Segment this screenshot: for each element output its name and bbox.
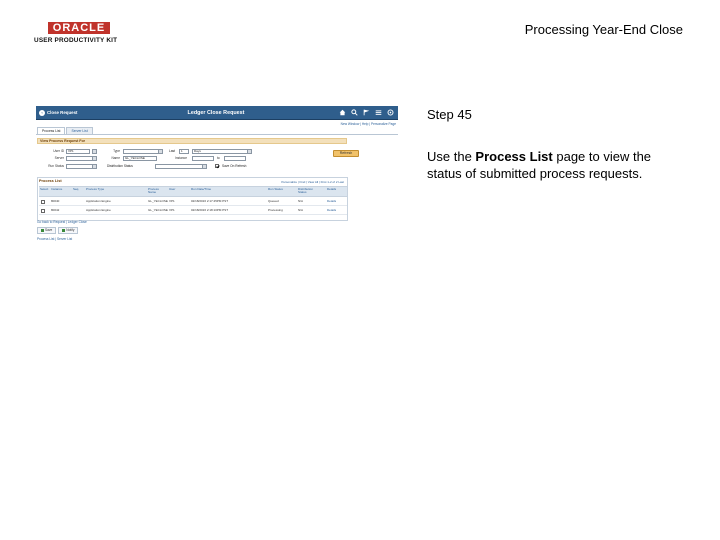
- chevron-down-icon[interactable]: [92, 164, 97, 169]
- instruction-bold: Process List: [475, 149, 553, 164]
- name-input[interactable]: GL_YECLOSE: [123, 156, 157, 161]
- cell-distribution-status: N/A: [298, 199, 304, 203]
- process-list-title: Process List: [39, 179, 62, 183]
- user-id-label: User ID: [53, 149, 64, 153]
- search-icon[interactable]: [92, 149, 97, 154]
- last-label: Last: [169, 149, 176, 153]
- cell-instance: 80042: [51, 208, 60, 212]
- navbar-icon[interactable]: [387, 109, 394, 116]
- save-button[interactable]: [37, 227, 56, 234]
- last-input[interactable]: 1: [179, 149, 189, 154]
- instance-from-input[interactable]: [192, 156, 214, 161]
- grid-navigation[interactable]: Personalize | Find | View All | First 1-2 of 2 Last: [281, 180, 344, 184]
- notify-icon: [62, 229, 65, 232]
- flag-icon[interactable]: [363, 109, 370, 116]
- view-process-request-header: View Process Request For: [37, 138, 347, 144]
- cell-run-date-time: 02/18/2016 2:17:45PM PST: [191, 199, 229, 203]
- row-select-checkbox[interactable]: [41, 200, 45, 204]
- cell-run-date-time: 02/18/2016 2:18:10PM PST: [191, 208, 229, 212]
- header-icons: [339, 109, 394, 117]
- slide-title: Processing Year-End Close: [524, 22, 683, 37]
- save-on-refresh-checkbox[interactable]: [215, 164, 219, 168]
- cell-process-type: Application Engine: [86, 199, 111, 203]
- oracle-upk-logo: [34, 22, 124, 48]
- tab-server-list[interactable]: Server List: [66, 127, 92, 134]
- filter-row-2: [37, 155, 367, 161]
- instance-to-input[interactable]: [224, 156, 246, 161]
- col-seq[interactable]: Seq.: [73, 187, 80, 191]
- row-select-checkbox[interactable]: [41, 209, 45, 213]
- go-back-link[interactable]: Go back to Request | Ledger Close: [37, 220, 87, 224]
- home-icon[interactable]: [339, 109, 346, 116]
- grid-header: [39, 186, 347, 197]
- filter-row-1: [37, 148, 367, 154]
- page-tabs: [37, 127, 93, 134]
- refresh-button[interactable]: Refresh: [333, 150, 359, 157]
- cell-run-status: Processing: [268, 208, 283, 212]
- col-details: Details: [327, 187, 337, 191]
- distribution-status-label: Distribution Status: [107, 164, 133, 168]
- col-select: Select: [40, 187, 49, 191]
- type-label: Type: [113, 149, 120, 153]
- close-request-back-button[interactable]: [39, 109, 78, 117]
- menu-icon[interactable]: [375, 109, 382, 116]
- notify-button-label: Notify: [66, 228, 75, 232]
- cell-process-name: GL_YECLOSE: [148, 208, 168, 212]
- instance-to-label: to: [217, 156, 220, 160]
- notify-button[interactable]: [58, 227, 78, 234]
- col-process-name[interactable]: Process Name: [148, 187, 159, 195]
- filter-row-3: [37, 163, 367, 169]
- instruction-suffix: page to view the status of submitted process requests.: [427, 149, 652, 181]
- app-page-title: Ledger Close Request: [187, 110, 245, 116]
- tab-divider: [36, 134, 398, 135]
- user-id-input[interactable]: VP1: [66, 149, 90, 154]
- tab-process-list[interactable]: Process List: [37, 127, 65, 134]
- cell-instance: 80040: [51, 199, 60, 203]
- table-row: [39, 198, 347, 206]
- distribution-status-select[interactable]: [155, 164, 207, 169]
- chevron-down-icon[interactable]: [92, 156, 97, 161]
- logo-oracle-text: ORACLE: [52, 22, 106, 34]
- col-run-status[interactable]: Run Status: [268, 187, 283, 191]
- save-on-refresh-label: Save On Refresh: [222, 164, 247, 168]
- instruction-prefix: Use the: [427, 149, 476, 164]
- back-label: Close Request: [47, 110, 78, 115]
- server-label: Server: [54, 156, 64, 160]
- details-link[interactable]: Details: [327, 208, 337, 212]
- name-label: Name: [111, 156, 120, 160]
- logo-subtitle: USER PRODUCTIVITY KIT: [34, 37, 118, 44]
- save-button-label: Save: [45, 228, 53, 232]
- col-instance[interactable]: Instance: [51, 187, 63, 191]
- chevron-down-icon[interactable]: [202, 164, 207, 169]
- chevron-down-icon[interactable]: [247, 149, 252, 154]
- col-run-date-time[interactable]: Run Date/Time: [191, 187, 212, 191]
- app-header-bar: [36, 106, 398, 120]
- type-select[interactable]: [123, 149, 163, 154]
- cell-user: VP1: [169, 199, 175, 203]
- save-icon: [41, 229, 44, 232]
- run-status-label: Run Status: [48, 164, 64, 168]
- search-icon[interactable]: [351, 109, 358, 116]
- col-user[interactable]: User: [169, 187, 176, 191]
- step-label: Step 45: [427, 107, 472, 122]
- last-unit-select[interactable]: Days: [192, 149, 252, 154]
- header-links[interactable]: New Window | Help | Personalize Page: [340, 122, 396, 126]
- process-list-grid: [37, 177, 348, 221]
- action-buttons: [37, 227, 78, 234]
- cell-user: VP1: [169, 208, 175, 212]
- instance-label: Instance: [174, 156, 187, 160]
- cell-run-status: Queued: [268, 199, 279, 203]
- chevron-down-icon[interactable]: [158, 149, 163, 154]
- application-screenshot: [36, 106, 398, 246]
- step-instruction: [427, 148, 689, 182]
- cell-distribution-status: N/A: [298, 208, 304, 212]
- footer-links[interactable]: Process List | Server List: [37, 237, 73, 241]
- chevron-left-icon: ‹: [39, 110, 45, 116]
- col-process-type[interactable]: Process Type: [86, 187, 105, 191]
- cell-process-type: Application Engine: [86, 208, 111, 212]
- details-link[interactable]: Details: [327, 199, 337, 203]
- table-row: [39, 207, 347, 215]
- col-distribution-status[interactable]: Distribution Status: [298, 187, 314, 195]
- cell-process-name: GL_YECLOSE: [148, 199, 168, 203]
